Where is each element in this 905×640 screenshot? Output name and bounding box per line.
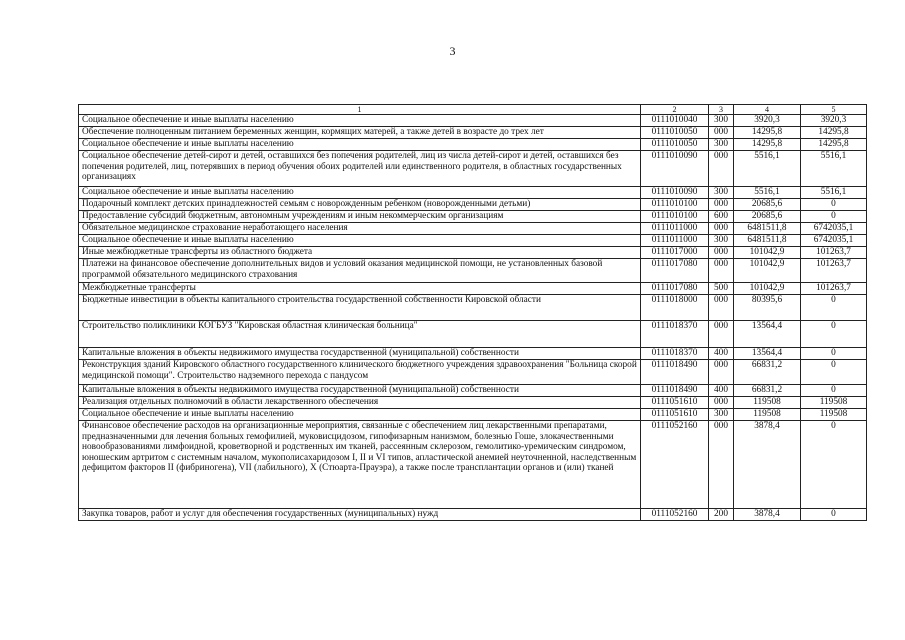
row-type: 000 [709, 397, 734, 409]
row-code: 0111051610 [641, 397, 709, 409]
row-value-2: 5516,1 [801, 187, 867, 199]
row-value-1: 3878,4 [734, 509, 801, 521]
row-name: Социальное обеспечение и иные выплаты населению [79, 115, 641, 127]
row-value-2: 119508 [801, 397, 867, 409]
row-type: 000 [709, 360, 734, 385]
row-value-1: 6481511,8 [734, 235, 801, 247]
row-type: 400 [709, 385, 734, 397]
table-row [79, 397, 867, 409]
row-code: 0111017080 [641, 259, 709, 283]
row-name: Закупка товаров, работ и услуг для обеспечения государственных (муниципальных) нужд [79, 509, 641, 521]
row-name: Финансовое обеспечение расходов на организационные мероприятия, связанные с обеспечением лиц лекарственными препаратами, предназначенными для лечения больных гемофилией, муковисцидозом, гипофизарным нанизмом, болезнью Гоше, злокачественными новообразованиями лимфоидной, кроветворной и родственных им тканей, рассеянным склерозом, гемолитико-уремическим синдромом, юношеским артритом с системным началом, мукополисахаридозом I, II и VI типов, апластической анемией неуточненной, наследственным дефицитом факторов II (фибриногена), VII (лабильного), X (Стюарта-Прауэра), а также после трансплантации органов и (или) тканей [79, 421, 641, 509]
row-type: 500 [709, 283, 734, 295]
row-value-1: 20685,6 [734, 211, 801, 223]
row-code: 0111010100 [641, 199, 709, 211]
row-code: 0111010090 [641, 187, 709, 199]
row-value-1: 101042,9 [734, 283, 801, 295]
row-code: 0111052160 [641, 509, 709, 521]
table-row [79, 199, 867, 211]
row-value-2: 119508 [801, 409, 867, 421]
table-row [79, 151, 867, 187]
table-row [79, 385, 867, 397]
row-code: 0111017000 [641, 247, 709, 259]
row-value-1: 66831,2 [734, 385, 801, 397]
row-value-1: 6481511,8 [734, 223, 801, 235]
row-value-1: 3920,3 [734, 115, 801, 127]
row-code: 0111017080 [641, 283, 709, 295]
row-name: Социальное обеспечение и иные выплаты населению [79, 235, 641, 247]
header-col-3: 3 [709, 105, 734, 115]
row-name: Иные межбюджетные трансферты из областного бюджета [79, 247, 641, 259]
row-value-2: 14295,8 [801, 139, 867, 151]
row-type: 300 [709, 409, 734, 421]
row-type: 600 [709, 211, 734, 223]
row-name: Строительство поликлиники КОГБУЗ "Кировская областная клиническая больница" [79, 321, 641, 348]
row-code: 0111010050 [641, 139, 709, 151]
table-row [79, 115, 867, 127]
row-value-1: 3878,4 [734, 421, 801, 509]
row-name: Капитальные вложения в объекты недвижимого имущества государственной (муниципальной) собственности [79, 385, 641, 397]
row-code: 0111018490 [641, 385, 709, 397]
row-name: Социальное обеспечение и иные выплаты населению [79, 409, 641, 421]
row-type: 300 [709, 187, 734, 199]
row-code: 0111018370 [641, 348, 709, 360]
row-code: 0111010050 [641, 127, 709, 139]
row-value-2: 101263,7 [801, 247, 867, 259]
row-type: 000 [709, 259, 734, 283]
table-row [79, 247, 867, 259]
row-code: 0111010040 [641, 115, 709, 127]
row-type: 000 [709, 295, 734, 321]
row-value-2: 0 [801, 348, 867, 360]
row-value-1: 20685,6 [734, 199, 801, 211]
row-name: Реализация отдельных полномочий в области лекарственного обеспечения [79, 397, 641, 409]
row-value-2: 0 [801, 360, 867, 385]
header-col-4: 4 [734, 105, 801, 115]
row-type: 300 [709, 235, 734, 247]
row-type: 000 [709, 127, 734, 139]
table-row [79, 348, 867, 360]
row-type: 000 [709, 223, 734, 235]
row-name: Предоставление субсидий бюджетным, автономным учреждениям и иным некоммерческим организациям [79, 211, 641, 223]
row-value-1: 119508 [734, 397, 801, 409]
row-value-2: 0 [801, 321, 867, 348]
row-code: 0111010090 [641, 151, 709, 187]
row-name: Капитальные вложения в объекты недвижимого имущества государственной (муниципальной) собственности [79, 348, 641, 360]
table-row [79, 223, 867, 235]
header-col-5: 5 [801, 105, 867, 115]
row-name: Социальное обеспечение и иные выплаты населению [79, 139, 641, 151]
row-name: Подарочный комплект детских принадлежностей семьям с новорожденным ребенком (новорожденными детьми) [79, 199, 641, 211]
row-code: 0111018370 [641, 321, 709, 348]
row-value-2: 0 [801, 509, 867, 521]
row-name: Обеспечение полноценным питанием беременных женщин, кормящих матерей, а также детей в возрасте до трех лет [79, 127, 641, 139]
row-value-2: 0 [801, 199, 867, 211]
row-value-2: 6742035,1 [801, 223, 867, 235]
row-code: 0111010100 [641, 211, 709, 223]
row-code: 0111011000 [641, 223, 709, 235]
row-value-1: 5516,1 [734, 187, 801, 199]
row-name: Межбюджетные трансферты [79, 283, 641, 295]
row-name: Платежи на финансовое обеспечение дополнительных видов и условий оказания медицинской помощи, не установленных базовой программой обязательного медицинского страхования [79, 259, 641, 283]
row-code: 0111051610 [641, 409, 709, 421]
row-value-2: 5516,1 [801, 151, 867, 187]
row-type: 000 [709, 199, 734, 211]
row-type: 000 [709, 247, 734, 259]
table-row [79, 321, 867, 348]
row-name: Социальное обеспечение детей-сирот и детей, оставшихся без попечения родителей, лиц из числа детей-сирот и детей, оставшихся без попечения родителей, лиц, потерявших в период обучения обоих родителей или единственного родителя, в областных государственных организациях [79, 151, 641, 187]
row-value-1: 13564,4 [734, 321, 801, 348]
row-code: 0111052160 [641, 421, 709, 509]
row-value-2: 6742035,1 [801, 235, 867, 247]
row-type: 000 [709, 421, 734, 509]
row-value-2: 0 [801, 211, 867, 223]
row-value-1: 101042,9 [734, 247, 801, 259]
table-row [79, 409, 867, 421]
table-row [79, 421, 867, 509]
row-type: 300 [709, 139, 734, 151]
row-value-2: 101263,7 [801, 259, 867, 283]
row-type: 400 [709, 348, 734, 360]
row-value-2: 0 [801, 385, 867, 397]
budget-table [78, 104, 867, 521]
table-row [79, 360, 867, 385]
row-value-1: 14295,8 [734, 139, 801, 151]
row-type: 300 [709, 115, 734, 127]
row-value-1: 119508 [734, 409, 801, 421]
table-row [79, 259, 867, 283]
table-header-row [79, 105, 867, 115]
row-value-1: 13564,4 [734, 348, 801, 360]
table-row [79, 139, 867, 151]
row-code: 0111018490 [641, 360, 709, 385]
table-row [79, 509, 867, 521]
row-name: Реконструкция зданий Кировского областного государственного клинического бюджетного учреждения здравоохранения "Больница скорой медицинской помощи". Строительство надземного перехода с пандусом [79, 360, 641, 385]
table-row [79, 235, 867, 247]
table-row [79, 283, 867, 295]
page-number: 3 [449, 44, 456, 58]
row-value-1: 14295,8 [734, 127, 801, 139]
row-value-2: 101263,7 [801, 283, 867, 295]
row-value-2: 3920,3 [801, 115, 867, 127]
table-row [79, 295, 867, 321]
table-row [79, 211, 867, 223]
row-name: Обязательное медицинское страхование неработающего населения [79, 223, 641, 235]
row-value-2: 0 [801, 295, 867, 321]
row-name: Социальное обеспечение и иные выплаты населению [79, 187, 641, 199]
row-type: 200 [709, 509, 734, 521]
row-code: 0111018000 [641, 295, 709, 321]
row-type: 000 [709, 151, 734, 187]
row-value-1: 5516,1 [734, 151, 801, 187]
row-value-1: 66831,2 [734, 360, 801, 385]
row-value-2: 14295,8 [801, 127, 867, 139]
table-row [79, 127, 867, 139]
row-value-2: 0 [801, 421, 867, 509]
row-value-1: 101042,9 [734, 259, 801, 283]
table-row [79, 187, 867, 199]
row-value-1: 80395,6 [734, 295, 801, 321]
header-col-2: 2 [641, 105, 709, 115]
header-col-1: 1 [79, 105, 641, 115]
row-code: 0111011000 [641, 235, 709, 247]
row-type: 000 [709, 321, 734, 348]
row-name: Бюджетные инвестиции в объекты капитального строительства государственной собственности Кировской области [79, 295, 641, 321]
